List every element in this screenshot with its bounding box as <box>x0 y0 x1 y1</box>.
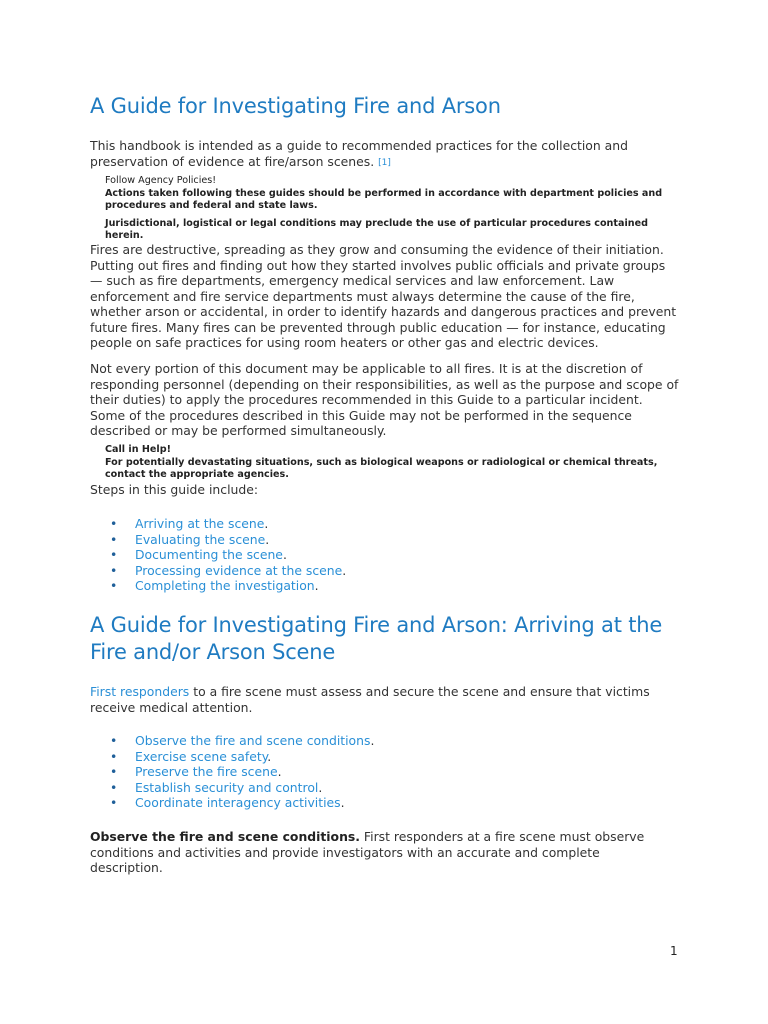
steps-intro: Steps in this guide include: <box>90 482 259 497</box>
intro-text: to a fire scene must assess and secure the scene and ensure that victims receive medical attention. <box>90 684 650 715</box>
step-link[interactable]: Evaluating the scene <box>135 531 266 547</box>
section-title: A Guide for Investigating Fire and Arson: Arriving at the Fire and/or Arson Scene <box>90 613 663 664</box>
observe-paragraph <box>90 829 650 876</box>
list-item: • Documenting the scene. <box>110 547 287 563</box>
agency-policies-note <box>105 175 665 243</box>
intro-paragraph <box>90 138 650 171</box>
page-number: 1 <box>670 944 678 958</box>
task-link[interactable]: Observe the fire and scene conditions <box>135 733 371 748</box>
observe-text: First responders at a fire scene must observe conditions and activities and provide investigators with an accurate and complete description. <box>90 829 645 875</box>
note-line: For potentially devastating situations, such as biological weapons or radiological or chemical threats, contact the appropriate agencies. <box>105 456 658 480</box>
note-title: Follow Agency Policies! <box>105 175 217 186</box>
list-item: • Exercise scene safety. <box>110 748 272 764</box>
arrival-tasks-list <box>90 733 650 811</box>
call-in-help-note <box>105 444 665 482</box>
task-link[interactable]: Establish security and control <box>135 779 319 795</box>
list-item: • Coordinate interagency activities. <box>110 795 345 811</box>
step-link[interactable]: Arriving at the scene <box>135 516 265 531</box>
task-link[interactable]: Preserve the fire scene <box>135 764 278 780</box>
list-item: • Establish security and control. <box>110 779 323 795</box>
first-responders-link[interactable]: First responders <box>90 684 190 699</box>
list-item: • Evaluating the scene. <box>110 531 270 547</box>
step-link[interactable]: Documenting the scene <box>135 547 283 563</box>
steps-list <box>90 516 650 594</box>
list-item: • Observe the fire and scene conditions. <box>110 733 375 748</box>
intro-paragraph <box>90 684 670 715</box>
step-link[interactable]: Processing evidence at the scene <box>135 562 343 578</box>
list-item: • Processing evidence at the scene. <box>110 562 347 578</box>
note-title: Call in Help! <box>105 444 171 455</box>
list-item: • Completing the investigation. <box>110 578 319 594</box>
body-paragraph: Not every portion of this document may be applicable to all fires. It is at the discretion of responding personnel (depending on their responsibilities, as well as the purpose and scope of their duties) to apply the procedures recommended in this Guide to a particular incident. Some of the procedures described in this Guide may not be performed in the sequence described or may be performed simultaneously. <box>90 361 679 438</box>
footnote-ref-link[interactable]: [1] <box>378 157 391 168</box>
list-item: • Arriving at the scene. <box>110 516 269 531</box>
note-line: Actions taken following these guides should be performed in accordance with department policies and procedures and federal and state laws. <box>105 187 663 211</box>
step-link[interactable]: Completing the investigation <box>135 578 315 594</box>
observe-heading: Observe the fire and scene conditions. <box>90 829 360 844</box>
note-line: Jurisdictional, logistical or legal conditions may preclude the use of particular procedures contained herein. <box>105 217 648 241</box>
list-item: • Preserve the fire scene. <box>110 764 282 780</box>
section-title: A Guide for Investigating Fire and Arson <box>90 94 501 118</box>
intro-text: This handbook is intended as a guide to recommended practices for the collection and preservation of evidence at fire/arson scenes. <box>90 138 628 169</box>
task-link[interactable]: Coordinate interagency activities <box>135 795 341 811</box>
body-paragraph: Fires are destructive, spreading as they grow and consuming the evidence of their initiation. Putting out fires and finding out how they started involves public officials and private groups — such as fire departments, emergency medical services and law enforcement. Law enforcement and fire service departments must always determine the cause of the fire, whether arson or accidental, in order to identify hazards and dangerous practices and prevent future fires. Many fires can be prevented through public education — for instance, educating people on safe practices for using room heaters or other gas and electric devices. <box>90 242 677 350</box>
task-link[interactable]: Exercise scene safety <box>135 748 268 764</box>
